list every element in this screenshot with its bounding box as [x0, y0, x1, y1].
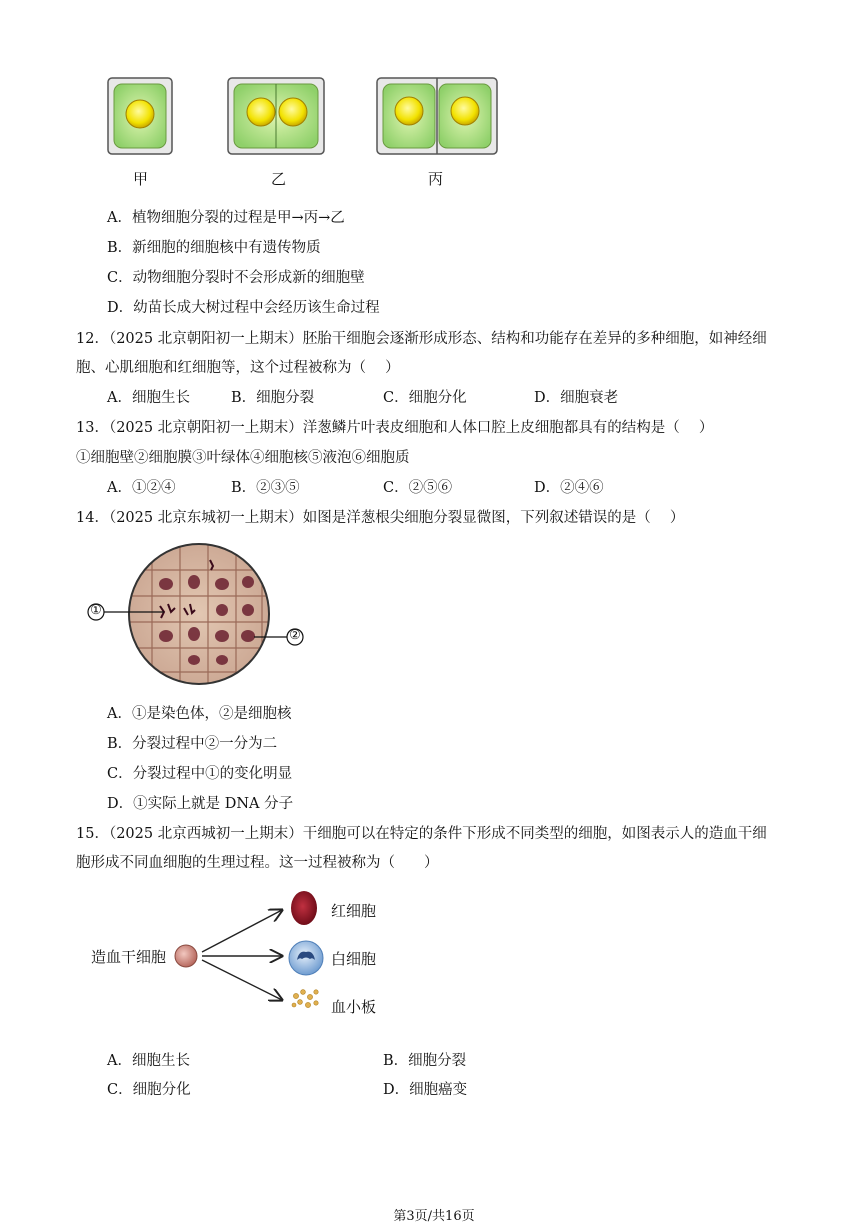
- cell-division-figure: [100, 70, 510, 165]
- caption-bing: 丙: [428, 170, 444, 188]
- q14-option-a: A．①是染色体，②是细胞核: [107, 706, 292, 722]
- q15-stem-line2: 胞形成不同血细胞的生理过程。这一过程被称为（ ）: [76, 855, 439, 871]
- q14-stem: 14．（2025 北京东城初一上期末）如图是洋葱根尖细胞分裂显微图，下列叙述错误的是（ ）: [76, 510, 685, 526]
- caption-yi: 乙: [271, 170, 287, 188]
- diagram-target-platelet: 血小板: [331, 998, 377, 1016]
- q15-option-a: A．细胞生长: [107, 1053, 190, 1069]
- q12-option-a: A．细胞生长: [107, 390, 190, 406]
- q15-option-b: B．细胞分裂: [383, 1053, 467, 1069]
- q13-option-c: C．②⑤⑥: [383, 480, 453, 496]
- page-footer: 第3页/共16页: [393, 1209, 475, 1224]
- white-blood-cell-icon: [289, 941, 323, 975]
- caption-jia: 甲: [133, 170, 149, 188]
- q13-option-a: A．①②④: [107, 480, 176, 496]
- red-blood-cell-icon: [291, 891, 317, 925]
- q12-option-b: B．细胞分裂: [231, 390, 315, 406]
- q13-stem-line2: ①细胞壁②细胞膜③叶绿体④细胞核⑤液泡⑥细胞质: [76, 450, 410, 466]
- q15-option-d: D．细胞癌变: [383, 1082, 468, 1098]
- q14-option-b: B．分裂过程中②一分为二: [107, 736, 278, 752]
- q13-option-d: D．②④⑥: [534, 480, 604, 496]
- q14-option-c: C．分裂过程中①的变化明显: [107, 766, 293, 782]
- q12-option-d: D．细胞衰老: [534, 390, 619, 406]
- q14-option-d: D．①实际上就是 DNA 分子: [107, 796, 294, 812]
- onion-root-micrograph: [84, 540, 314, 690]
- q15-option-c: C．细胞分化: [107, 1082, 191, 1098]
- cell-bing: [377, 78, 497, 154]
- q11-option-a: A．植物细胞分裂的过程是甲→丙→乙: [107, 210, 345, 226]
- q15-stem-line1: 15．（2025 北京西城初一上期末）干细胞可以在特定的条件下形成不同类型的细胞，如图表示人的造血干细: [76, 826, 767, 842]
- q11-option-d: D．幼苗长成大树过程中会经历该生命过程: [107, 300, 380, 316]
- q12-stem-line1: 12．（2025 北京朝阳初一上期末）胚胎干细胞会逐渐形成形态、结构和功能存在差异的多种细胞，如神经细: [76, 331, 767, 347]
- diagram-source-label: 造血干细胞: [91, 948, 167, 966]
- q11-option-c: C．动物细胞分裂时不会形成新的细胞壁: [107, 270, 365, 286]
- stem-cell-icon: [175, 945, 197, 967]
- q13-option-b: B．②③⑤: [231, 480, 300, 496]
- cell-jia: [108, 78, 172, 154]
- micrograph-label-2: ②: [289, 628, 301, 643]
- diagram-target-wbc: 白细胞: [331, 950, 377, 968]
- cell-yi: [228, 78, 324, 154]
- q11-option-b: B．新细胞的细胞核中有遗传物质: [107, 240, 321, 256]
- q13-stem-line1: 13．（2025 北京朝阳初一上期末）洋葱鳞片叶表皮细胞和人体口腔上皮细胞都具有的结构是（ ）: [76, 420, 714, 436]
- q12-option-c: C．细胞分化: [383, 390, 467, 406]
- platelet-icon: [292, 990, 318, 1008]
- micrograph-label-1: ①: [90, 603, 102, 618]
- q12-stem-line2: 胞、心肌细胞和红细胞等，这个过程被称为（ ）: [76, 360, 400, 376]
- diagram-target-rbc: 红细胞: [331, 902, 377, 920]
